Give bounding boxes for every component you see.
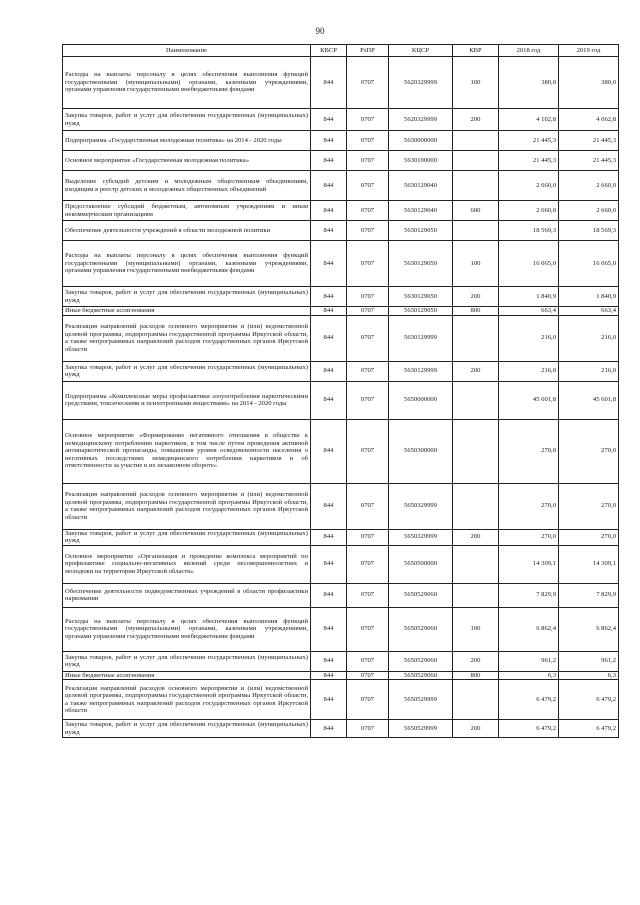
table-cell-rzpr: 0707 [347, 201, 389, 221]
table-cell-2018: 380,0 [499, 57, 559, 109]
table-row [63, 483, 619, 529]
table-cell-2018: 270,0 [499, 419, 559, 483]
table-cell-name: Выделение субсидий детским и молодежным общественным объединениям, входящим в реестр детских и молодежных общественных объединений [63, 171, 311, 201]
table-cell-name: Основное мероприятие «Организация и проведение комплекса мероприятий по профилактике социально-негативных явлений среди несовершеннолетних и молодежи на территории Иркутской области» [63, 545, 311, 583]
table-cell-2019: 16 065,0 [559, 241, 619, 287]
table-row [63, 419, 619, 483]
table-cell-kcsr: 5650529999 [389, 680, 453, 720]
table-cell-name: Реализация направлений расходов основного мероприятия и (или) ведомственной целевой программы, подпрограммы государственной программы Иркутской области, а также непрограммных направлений расходов государственных органов Иркутской области [63, 680, 311, 720]
table-row [63, 651, 619, 671]
table-cell-kcsr: 5630100000 [389, 151, 453, 171]
table-cell-rzpr: 0707 [347, 361, 389, 381]
table-cell-2019: 6 479,2 [559, 680, 619, 720]
table-cell-kvr: 600 [453, 201, 499, 221]
table-cell-name: Иные бюджетные ассигнования [63, 307, 311, 316]
table-cell-2018: 18 569,3 [499, 221, 559, 241]
table-cell-kvr [453, 151, 499, 171]
table-cell-2018: 16 065,0 [499, 241, 559, 287]
table-cell-2018: 961,2 [499, 651, 559, 671]
table-cell-2018: 270,0 [499, 483, 559, 529]
table-row [63, 583, 619, 607]
table-cell-kvsr: 844 [311, 315, 347, 361]
column-header-2018: 2018 год [499, 45, 559, 57]
table-cell-kvsr: 844 [311, 241, 347, 287]
table-cell-2018: 663,4 [499, 307, 559, 316]
table-cell-kcsr: 5620329999 [389, 109, 453, 131]
table-cell-2019: 663,4 [559, 307, 619, 316]
table-cell-kvsr: 844 [311, 361, 347, 381]
table-cell-kvsr: 844 [311, 607, 347, 651]
table-cell-kvr: 800 [453, 671, 499, 680]
table-cell-2019: 2 660,0 [559, 171, 619, 201]
table-cell-2019: 270,0 [559, 483, 619, 529]
table-cell-kcsr: 5650529060 [389, 651, 453, 671]
table-cell-kcsr: 5630129999 [389, 361, 453, 381]
table-cell-kvsr: 844 [311, 720, 347, 738]
table-cell-kcsr: 5630129040 [389, 201, 453, 221]
table-cell-2019: 14 309,1 [559, 545, 619, 583]
table-cell-2018: 216,0 [499, 361, 559, 381]
table-cell-rzpr: 0707 [347, 109, 389, 131]
table-row [63, 201, 619, 221]
column-header-kvr: КВР [453, 45, 499, 57]
table-cell-name: Расходы на выплаты персоналу в целях обеспечения выполнения функций государственными (муниципальными) органами, казенными учреждениями, органами управления государственными внебюджетными фондами [63, 241, 311, 287]
table-cell-rzpr: 0707 [347, 651, 389, 671]
table-cell-2019: 216,0 [559, 315, 619, 361]
table-cell-kvr: 200 [453, 529, 499, 545]
table-cell-kvsr: 844 [311, 381, 347, 419]
table-row [63, 529, 619, 545]
table-cell-name: Закупка товаров, работ и услуг для обеспечения государственных (муниципальных) нужд [63, 109, 311, 131]
table-cell-rzpr: 0707 [347, 671, 389, 680]
table-cell-name: Расходы на выплаты персоналу в целях обеспечения выполнения функций государственными (муниципальными) органами, казенными учреждениями, органами управления государственными внебюджетными фондами [63, 607, 311, 651]
table-cell-name: Подпрограмма «Комплексные меры профилактики злоупотребления наркотическими средствами, токсическими и психотропными веществами» на 2014 - 2020 годы [63, 381, 311, 419]
table-row [63, 131, 619, 151]
table-cell-rzpr: 0707 [347, 583, 389, 607]
column-header-kvsr: КВСР [311, 45, 347, 57]
table-cell-name: Основное мероприятие «Формирование негативного отношения в обществе к немедицинскому потреблению наркотиков, в том числе путем проведения активной антинаркотической пропаганды, повышения уровня осведомленности населения о негативных последствиях немедицинского потребления наркотиков и об ответственности за участие в их незаконном обороте» [63, 419, 311, 483]
table-cell-kvsr: 844 [311, 651, 347, 671]
table-cell-kvr: 800 [453, 307, 499, 316]
table-cell-kvsr: 844 [311, 671, 347, 680]
table-cell-rzpr: 0707 [347, 57, 389, 109]
table-cell-rzpr: 0707 [347, 529, 389, 545]
table-cell-kvr [453, 545, 499, 583]
table-cell-name: Расходы на выплаты персоналу в целях обеспечения выполнения функций государственными (муниципальными) органами, казенными учреждениями, органами управления государственными внебюджетными фондами [63, 57, 311, 109]
column-header-rzpr: РзПР [347, 45, 389, 57]
table-cell-kvr: 200 [453, 109, 499, 131]
table-cell-kcsr: 5630129050 [389, 287, 453, 307]
table-cell-rzpr: 0707 [347, 607, 389, 651]
table-cell-rzpr: 0707 [347, 307, 389, 316]
table-row [63, 57, 619, 109]
table-cell-kvr: 200 [453, 361, 499, 381]
table-cell-kvsr: 844 [311, 221, 347, 241]
table-row [63, 361, 619, 381]
table-cell-2018: 4 102,8 [499, 109, 559, 131]
table-cell-kvsr: 844 [311, 307, 347, 316]
table-cell-name: Закупка товаров, работ и услуг для обеспечения государственных (муниципальных) нужд [63, 529, 311, 545]
table-cell-rzpr: 0707 [347, 171, 389, 201]
table-cell-kcsr: 5650529060 [389, 607, 453, 651]
table-cell-name: Основное мероприятие «Государственная молодежная политика» [63, 151, 311, 171]
table-cell-kcsr: 5650000000 [389, 381, 453, 419]
table-cell-rzpr: 0707 [347, 151, 389, 171]
table-cell-kcsr: 5630129040 [389, 171, 453, 201]
table-cell-2019: 380,0 [559, 57, 619, 109]
table-cell-kvsr: 844 [311, 483, 347, 529]
table-cell-name: Предоставление субсидий бюджетным, автономным учреждениям и иным некоммерческим организациям [63, 201, 311, 221]
table-cell-2018: 2 660,0 [499, 171, 559, 201]
table-row [63, 241, 619, 287]
table-cell-kvr: 100 [453, 607, 499, 651]
table-cell-rzpr: 0707 [347, 483, 389, 529]
column-header-2019: 2019 год [559, 45, 619, 57]
table-cell-2018: 45 601,8 [499, 381, 559, 419]
table-cell-kvr [453, 221, 499, 241]
table-cell-2019: 270,0 [559, 529, 619, 545]
table-cell-kvr: 100 [453, 241, 499, 287]
table-cell-2019: 18 569,3 [559, 221, 619, 241]
table-cell-rzpr: 0707 [347, 221, 389, 241]
table-cell-rzpr: 0707 [347, 131, 389, 151]
table-cell-2018: 216,0 [499, 315, 559, 361]
table-row [63, 720, 619, 738]
table-row [63, 307, 619, 316]
table-cell-name: Реализация направлений расходов основного мероприятия и (или) ведомственной целевой программы, подпрограммы государственной программы Иркутской области, а также непрограммных направлений расходов государственных органов Иркутской области [63, 315, 311, 361]
table-cell-kvsr: 844 [311, 151, 347, 171]
table-cell-kvsr: 844 [311, 171, 347, 201]
table-row [63, 381, 619, 419]
table-cell-2019: 6 862,4 [559, 607, 619, 651]
table-cell-rzpr: 0707 [347, 287, 389, 307]
table-cell-kcsr: 5650529060 [389, 583, 453, 607]
table-cell-kcsr: 5650329999 [389, 529, 453, 545]
table-cell-kvr [453, 583, 499, 607]
table-row [63, 671, 619, 680]
table-cell-kvsr: 844 [311, 419, 347, 483]
table-cell-kvr [453, 419, 499, 483]
table-cell-rzpr: 0707 [347, 381, 389, 419]
table-cell-2019: 270,0 [559, 419, 619, 483]
table-cell-kcsr: 5620329999 [389, 57, 453, 109]
table-cell-2018: 21 445,3 [499, 151, 559, 171]
table-cell-kcsr: 5650300000 [389, 419, 453, 483]
table-cell-2018: 21 445,3 [499, 131, 559, 151]
table-cell-name: Закупка товаров, работ и услуг для обеспечения государственных (муниципальных) нужд [63, 287, 311, 307]
table-cell-kcsr: 5630129050 [389, 241, 453, 287]
table-cell-kvr: 200 [453, 651, 499, 671]
table-cell-2019: 7 829,9 [559, 583, 619, 607]
table-cell-kvr [453, 381, 499, 419]
table-cell-name: Закупка товаров, работ и услуг для обеспечения государственных (муниципальных) нужд [63, 361, 311, 381]
table-cell-2019: 961,2 [559, 651, 619, 671]
table-cell-name: Иные бюджетные ассигнования [63, 671, 311, 680]
table-cell-kcsr: 5650329999 [389, 483, 453, 529]
table-cell-2019: 2 660,0 [559, 201, 619, 221]
table-cell-kvsr: 844 [311, 201, 347, 221]
table-cell-2019: 45 601,8 [559, 381, 619, 419]
table-cell-rzpr: 0707 [347, 241, 389, 287]
table-cell-kvsr: 844 [311, 131, 347, 151]
table-cell-2019: 6 479,2 [559, 720, 619, 738]
table-row [63, 109, 619, 131]
table-cell-name: Реализация направлений расходов основного мероприятия и (или) ведомственной целевой программы, подпрограммы государственной программы Иркутской области, а также непрограммных направлений расходов государственных органов Иркутской области [63, 483, 311, 529]
table-cell-2019: 6,3 [559, 671, 619, 680]
table-cell-2018: 14 309,1 [499, 545, 559, 583]
table-cell-name: Подпрограмма «Государственная молодежная политика» на 2014 - 2020 годы [63, 131, 311, 151]
table-row [63, 171, 619, 201]
table-cell-rzpr: 0707 [347, 720, 389, 738]
table-cell-kvr: 200 [453, 287, 499, 307]
table-cell-kvr [453, 315, 499, 361]
table-cell-kvsr: 844 [311, 583, 347, 607]
table-cell-2018: 270,0 [499, 529, 559, 545]
table-cell-kvr: 200 [453, 720, 499, 738]
table-cell-kvsr: 844 [311, 545, 347, 583]
table-cell-2018: 1 840,9 [499, 287, 559, 307]
table-cell-2018: 6 862,4 [499, 607, 559, 651]
table-row [63, 680, 619, 720]
table-cell-rzpr: 0707 [347, 315, 389, 361]
table-cell-2018: 6 479,2 [499, 680, 559, 720]
table-cell-rzpr: 0707 [347, 545, 389, 583]
table-cell-kvr [453, 171, 499, 201]
table-cell-kvsr: 844 [311, 529, 347, 545]
table-cell-kvsr: 844 [311, 109, 347, 131]
table-cell-kvr [453, 483, 499, 529]
table-cell-kcsr: 5630129999 [389, 315, 453, 361]
table-row [63, 315, 619, 361]
table-header-row [63, 45, 619, 57]
table-row [63, 151, 619, 171]
table-cell-rzpr: 0707 [347, 419, 389, 483]
table-cell-2018: 6,3 [499, 671, 559, 680]
table-cell-name: Обеспечение деятельности учреждений в области молодежной политики [63, 221, 311, 241]
table-cell-kvr [453, 680, 499, 720]
table-cell-2019: 21 445,3 [559, 151, 619, 171]
column-header-name: Наименование [63, 45, 311, 57]
table-row [63, 221, 619, 241]
table-row [63, 545, 619, 583]
table-cell-2019: 4 062,8 [559, 109, 619, 131]
table-cell-kcsr: 5630129050 [389, 307, 453, 316]
table-cell-kcsr: 5650500000 [389, 545, 453, 583]
table-row [63, 607, 619, 651]
table-cell-2018: 6 479,2 [499, 720, 559, 738]
table-cell-kcsr: 5630000000 [389, 131, 453, 151]
budget-table [62, 44, 619, 738]
table-row [63, 287, 619, 307]
table-cell-kvsr: 844 [311, 680, 347, 720]
table-cell-name: Закупка товаров, работ и услуг для обеспечения государственных (муниципальных) нужд [63, 651, 311, 671]
table-cell-kcsr: 5650529999 [389, 720, 453, 738]
table-cell-rzpr: 0707 [347, 680, 389, 720]
table-cell-2019: 216,0 [559, 361, 619, 381]
table-cell-name: Закупка товаров, работ и услуг для обеспечения государственных (муниципальных) нужд [63, 720, 311, 738]
table-cell-kcsr: 5650529060 [389, 671, 453, 680]
table-cell-2019: 21 445,3 [559, 131, 619, 151]
column-header-kcsr: КЦСР [389, 45, 453, 57]
page-number: 90 [315, 26, 325, 36]
table-cell-kvr: 100 [453, 57, 499, 109]
table-cell-kvsr: 844 [311, 287, 347, 307]
table-cell-name: Обеспечение деятельности подведомственных учреждений в области профилактики наркомании [63, 583, 311, 607]
table-cell-kvsr: 844 [311, 57, 347, 109]
table-cell-2018: 2 660,0 [499, 201, 559, 221]
table-cell-kvr [453, 131, 499, 151]
table-cell-kcsr: 5630129050 [389, 221, 453, 241]
table-cell-2018: 7 829,9 [499, 583, 559, 607]
table-cell-2019: 1 840,9 [559, 287, 619, 307]
